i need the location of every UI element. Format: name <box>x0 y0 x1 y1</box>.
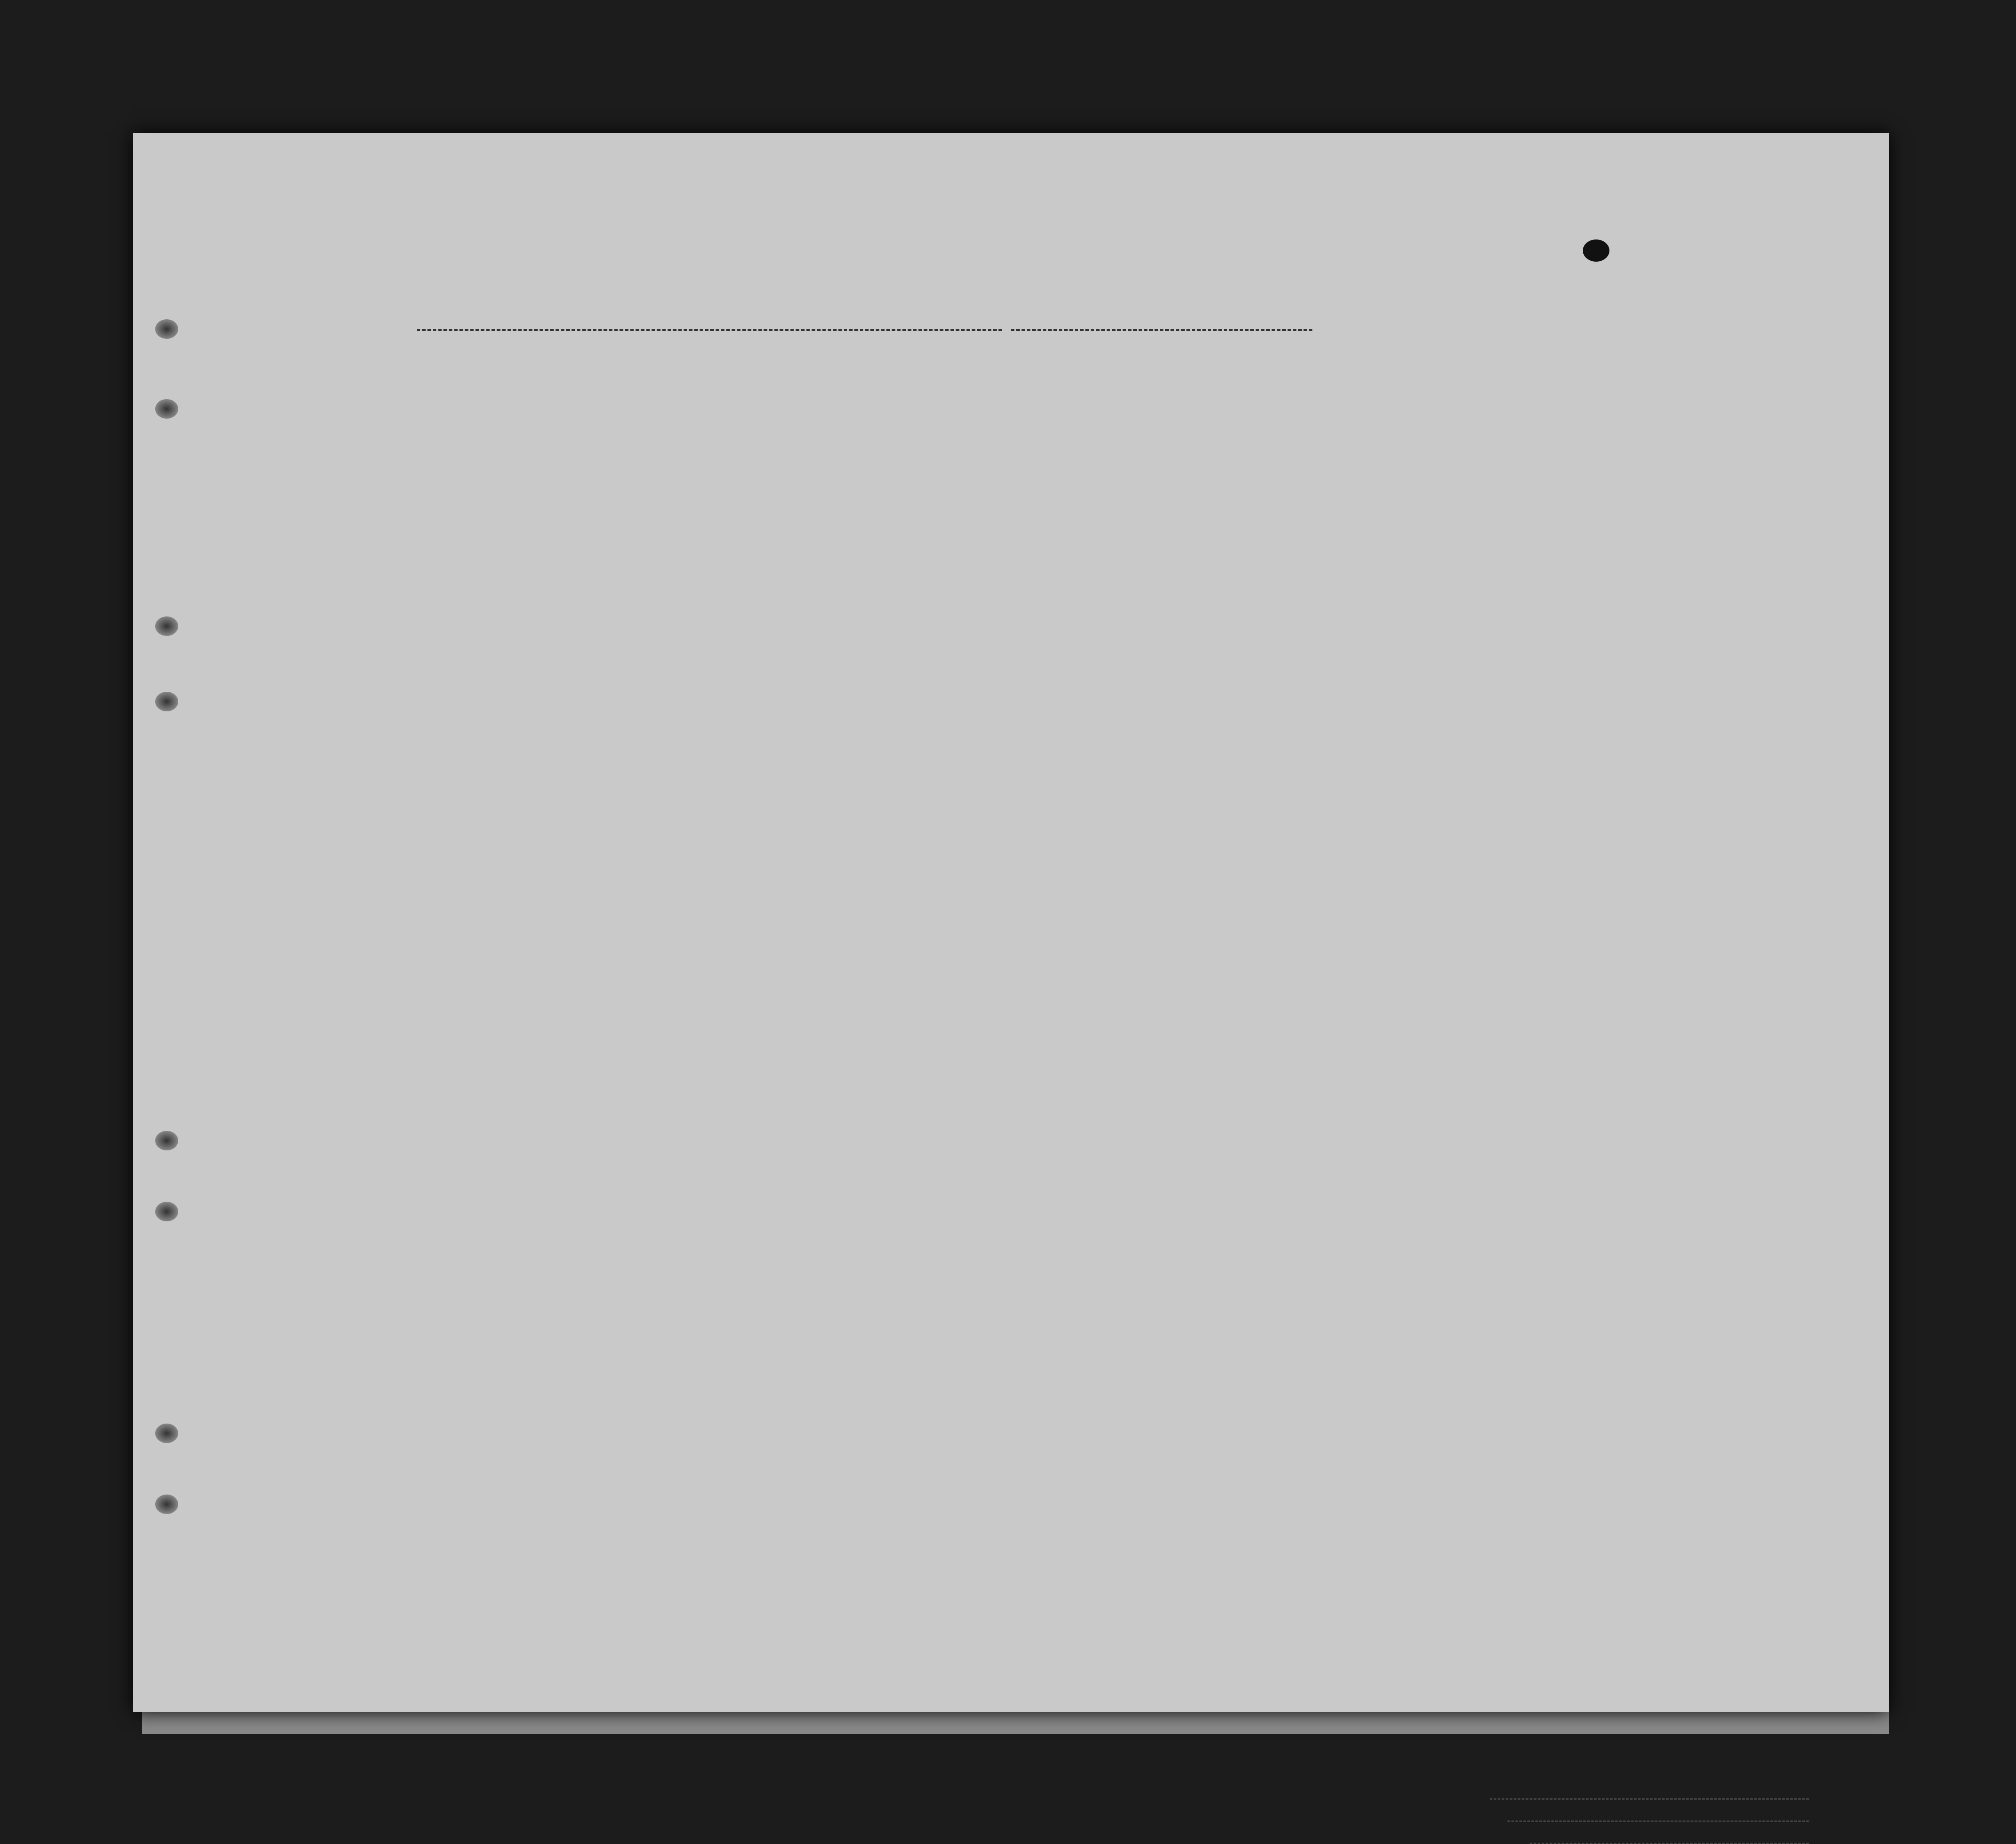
punch-hole-icon <box>155 319 178 339</box>
manifest-sheet <box>133 133 1889 1712</box>
punch-hole-icon <box>155 1495 178 1514</box>
owners-rule <box>1507 1820 1809 1822</box>
punch-hole-icon <box>155 1131 178 1150</box>
date-line <box>1011 329 1312 331</box>
ink-blot-icon <box>1583 239 1609 262</box>
line-rule <box>1490 1798 1809 1800</box>
punch-hole-icon <box>155 399 178 419</box>
port-line <box>417 329 1002 331</box>
punch-hole-icon <box>155 1202 178 1221</box>
punch-hole-icon <box>155 616 178 636</box>
manifest-grid <box>186 355 1889 1738</box>
punch-hole-icon <box>155 692 178 711</box>
punch-hole-icon <box>155 1424 178 1443</box>
